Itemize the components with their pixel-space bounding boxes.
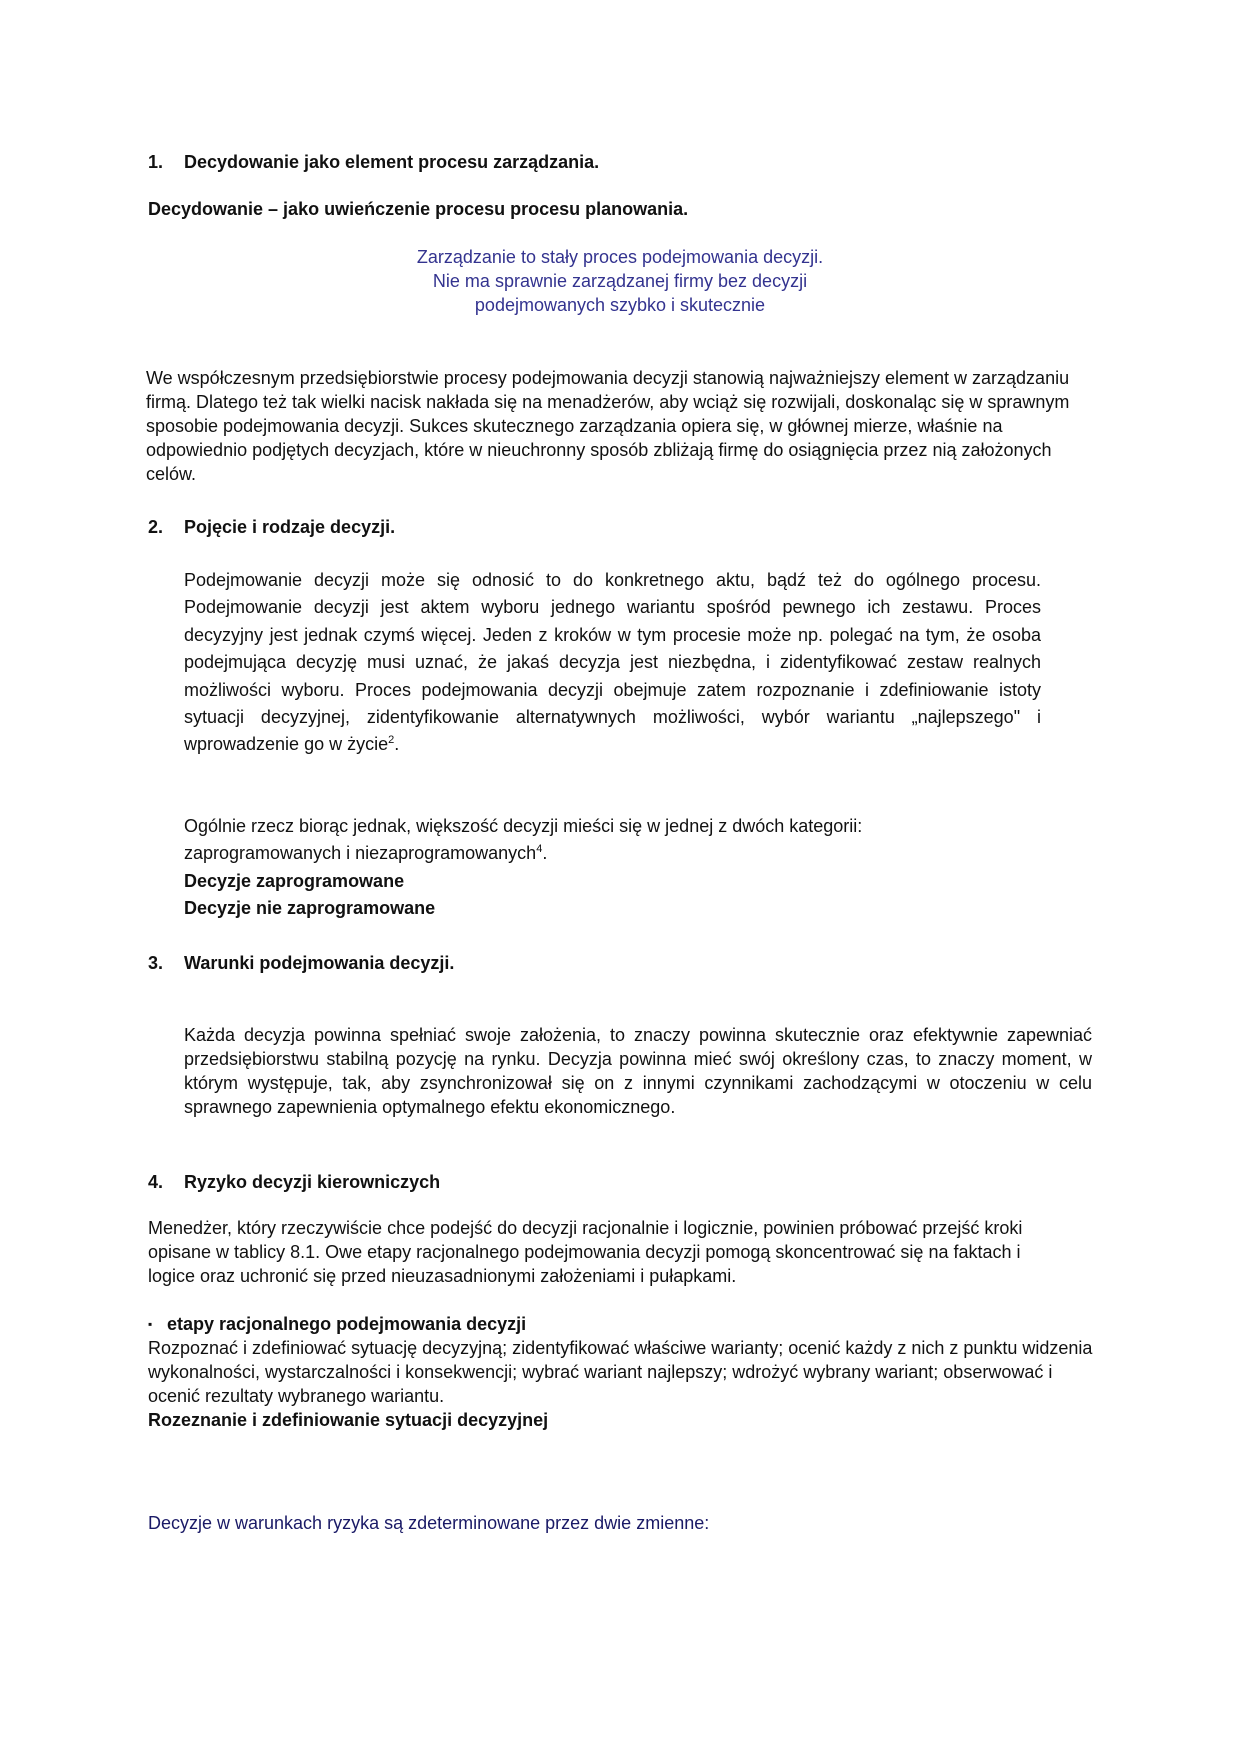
section-3-number: 3. [148, 953, 164, 973]
bullet-item [148, 1312, 526, 1336]
intro-paragraph: We współczesnym przedsiębiorstwie procesy podejmowania decyzji stanowią najważniejszy element w zarządzaniu firmą. Dlatego też tak wielki nacisk nakłada się na menadżerów, aby wciąż się rozwijali, doskonaląc się w sprawnym sposobie podejmowania decyzji. Sukces skutecznego zarządzania opiera się, w głównej mierze, właśnie na odpowiednio podjętych decyzjach, które w nieuchronny sposób zbliżają firmę do osiągnięcia przez nią założonych celów. [146, 368, 1070, 484]
section-2-paragraph-2-line-2: zaprogramowanych i niezaprogramowanych [184, 843, 537, 863]
footnote-marker-4: 4 [536, 843, 543, 855]
risk-variables-line: Decyzje w warunkach ryzyka są zdeterminowane przez dwie zmienne: [148, 1513, 710, 1533]
section-2-paragraph-1-text: Podejmowanie decyzji może się odnosić to do konkretnego aktu, bądź też do ogólnego procesu. Podejmowanie decyzji jest aktem wyboru jednego wariantu spośród pewnego ich zestawu. Proces decyzyjny jest jednak czymś więcej. Jeden z kroków w tym procesie może np. polegać na tym, że osoba podejmująca decyzję musi uznać, że jakaś decyzja jest niezbędna, i zidentyfikować zestaw realnych możliwości wyboru. Proces podejmowania decyzji obejmuje zatem rozpoznanie i zdefiniowanie istoty sytuacji decyzyjnej, zidentyfikowanie alternatywnych możliwości, wybór wariantu „najlepszego" i wprowadzenie go w życie [184, 570, 1041, 755]
section-3-heading [148, 951, 848, 975]
section-2-paragraph-2-end: . [542, 843, 548, 863]
footnote-marker-2: 2 [388, 734, 395, 747]
bullet-label: etapy racjonalnego podejmowania decyzji [167, 1314, 527, 1334]
section-4-heading [148, 1170, 848, 1194]
section-4-paragraph-1: Menedżer, który rzeczywiście chce podejść do decyzji racjonalnie i logicznie, powinien próbować przejść kroki opisane w tablicy 8.1. Owe etapy racjonalnego podejmowania decyzji pomogą skoncentrować się na faktach i logice oraz uchronić się przed nieuzasadnionymi założeniami i pułapkami. [148, 1218, 1023, 1286]
quote-line-1: Zarządzanie to stały proces podejmowania decyzji. [416, 247, 824, 267]
quote-line-3: podejmowanych szybko i skutecznie [474, 295, 766, 315]
section-2-paragraph-1-end: . [394, 734, 400, 755]
section-1-heading [148, 150, 848, 174]
section-2-paragraph-2 [184, 813, 1084, 867]
section-1-number: 1. [148, 152, 164, 172]
list-item-programmed: Decyzje zaprogramowane [184, 871, 405, 891]
section-2-title: Pojęcie i rodzaje decyzji. [184, 517, 396, 537]
section-3-title: Warunki podejmowania decyzji. [184, 953, 455, 973]
section-4-title: Ryzyko decyzji kierowniczych [184, 1172, 441, 1192]
section-2-paragraph-1 [184, 567, 1041, 759]
section-2-paragraph-2-line-1: Ogólnie rzecz biorąc jednak, większość decyzji mieści się w jednej z dwóch kategorii: [184, 816, 863, 836]
section-3-paragraph: Każda decyzja powinna spełniać swoje założenia, to znaczy powinna skutecznie oraz efektywnie zapewniać przedsiębiorstwu stabilną pozycję na rynku. Decyzja powinna mieć swój określony czas, to znaczy moment, w którym występuje, tak, aby zsynchronizował się on z innymi czynnikami zachodzącymi w otoczeniu w celu sprawnego zapewnienia optymalnego efektu ekonomicznego. [184, 1025, 1092, 1117]
bullet-square-icon: ▪ [148, 1317, 153, 1331]
subtitle: Decydowanie – jako uwieńczenie procesu procesu planowania. [148, 199, 689, 219]
quote-line-2: Nie ma sprawnie zarządzanej firmy bez decyzji [432, 271, 808, 291]
section-2-number: 2. [148, 517, 164, 537]
decision-steps-paragraph: Rozpoznać i zdefiniować sytuację decyzyjną; zidentyfikować właściwe warianty; ocenić każdy z nich z punktu widzenia wykonalności, wystarczalności i konsekwencji; wybrać wariant najlepszy; wdrożyć wybrany wariant; obserwować i ocenić rezultaty wybranego wariantu. [148, 1338, 1093, 1406]
section-2-heading [148, 515, 848, 539]
section-4-subheading: Rozeznanie i zdefiniowanie sytuacji decyzyjnej [148, 1410, 549, 1430]
section-1-title: Decydowanie jako element procesu zarządzania. [184, 152, 600, 172]
section-4-number: 4. [148, 1172, 164, 1192]
list-item-non-programmed: Decyzje nie zaprogramowane [184, 898, 436, 918]
